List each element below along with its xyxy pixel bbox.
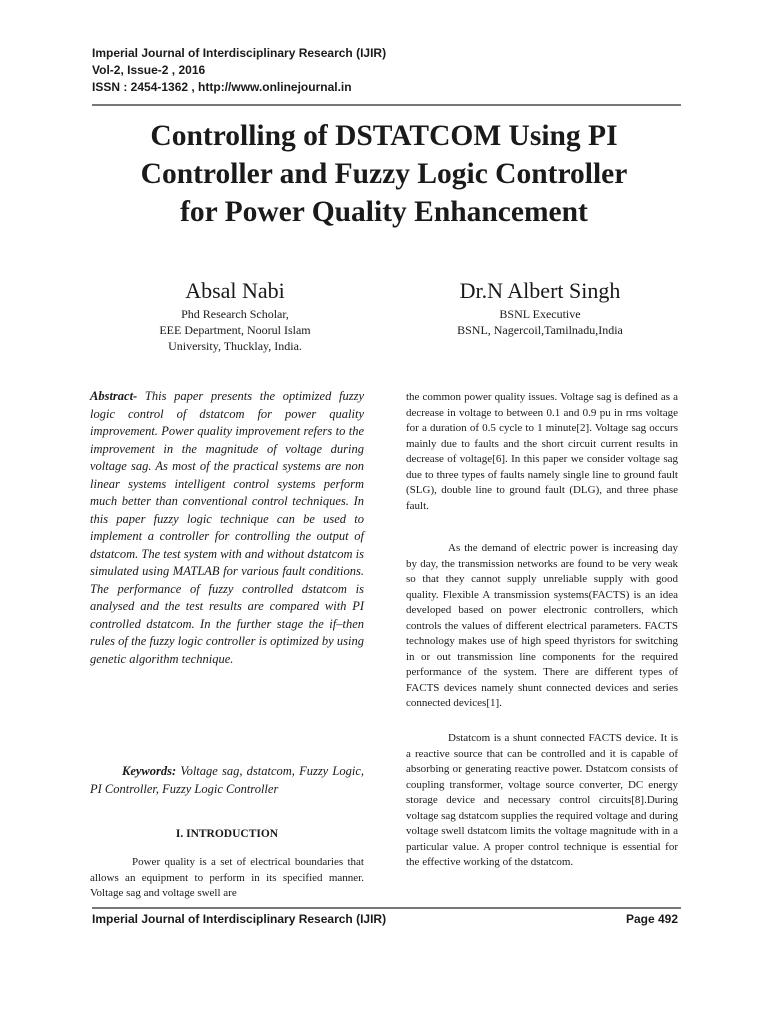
- affiliation-line: University, Thucklay, India.: [168, 339, 302, 353]
- author-name: Absal Nabi: [185, 278, 285, 303]
- title-line: for Power Quality Enhancement: [180, 196, 588, 228]
- affiliation-line: Phd Research Scholar,: [181, 307, 289, 321]
- abstract-label: Abstract-: [90, 389, 138, 403]
- right-paragraph-3: Dstatcom is a shunt connected FACTS device. It is a reactive source that can be controlled and it is capable of absorbing or generating reactive power. Dstatcom consists of coupling transformer, voltage source converter, DC energy storage device and necessary control circuits[8].During voltage sag dstatcom supplies the required voltage and during voltage swell dstatcom limits the voltage magnitude with in a particular value. A proper control technique is essential for the effective working of the dstatcom.: [406, 732, 678, 868]
- section-heading: I. INTRODUCTION: [175, 828, 279, 840]
- right-paragraph-1: the common power quality issues. Voltage sag is defined as a decrease in voltage to between 0.1 and 0.9 pu in rms voltage for a duration of 0.5 cycle to 1 minute[2]. Voltage sag occurs mainly due to faults and the short circuit current results in decrease of voltage[6]. In this paper we consider voltage sag due to three types of faults namely single line to ground fault (SLG), double line to ground fault (DLG), and three phase fault.: [406, 391, 678, 512]
- intro-paragraph: Power quality is a set of electrical boundaries that allows an equipment to perform in its specified manner. Voltage sag and voltage swell are: [90, 856, 364, 899]
- author-affiliation: [120, 306, 350, 354]
- keywords: [90, 763, 364, 798]
- paper-title: [80, 117, 688, 231]
- page-number: Page 492: [625, 912, 678, 926]
- affiliation-line: BSNL, Nagercoil,Tamilnadu,India: [457, 323, 623, 337]
- footer-journal: Imperial Journal of Interdisciplinary Research (IJIR): [92, 912, 387, 926]
- journal-volume: Vol-2, Issue-2 , 2016: [92, 63, 206, 77]
- affiliation-line: BSNL Executive: [499, 307, 581, 321]
- header-rule: [92, 104, 681, 106]
- title-line: Controlling of DSTATCOM Using PI: [150, 120, 618, 152]
- author-affiliation: [420, 306, 660, 338]
- author-2: [420, 276, 660, 338]
- author-name: Dr.N Albert Singh: [459, 278, 621, 303]
- keywords-label: Keywords:: [122, 764, 177, 778]
- author-1: [120, 276, 350, 354]
- keywords-text: Voltage sag, dstatcom, Fuzzy Logic, PI Controller, Fuzzy Logic Controller: [90, 764, 364, 796]
- affiliation-line: EEE Department, Noorul Islam: [159, 323, 311, 337]
- title-line: Controller and Fuzzy Logic Controller: [140, 158, 628, 190]
- journal-issn: ISSN : 2454-1362 , http://www.onlinejournal.in: [92, 80, 352, 94]
- abstract-text: This paper presents the optimized fuzzy logic control of dstatcom for power quality improvement. Power quality improvement refers to the improvement in the magnitude of voltage during voltage sag. As most of the practical systems are non linear systems intelligent control systems perform much better than conventional control techniques. In this paper fuzzy logic technique can be used to implement a controller for controlling the output of dstatcom. The test system with and without dstatcom is simulated using MATLAB for various fault conditions. The performance of fuzzy controlled dstatcom is analysed and the test results are compared with PI controlled dstatcom. In the further stage the if–then rules of the fuzzy logic controller is optimized by using genetic algorithm technique.: [90, 389, 364, 666]
- footer-rule: [92, 907, 681, 909]
- right-paragraph-2: As the demand of electric power is increasing day by day, the transmission networks are found to be very weak so that they cannot supply unreliable supply with good quality. Flexible A transmission systems(FACTS) is an idea developed based on power electronic controllers, which controls the values of different electrical parameters. FACTS technology makes use of high speed thyristors for switching in or out transmission line components for the required performance of the system. There are different types of FACTS devices namely shunt connected devices and series connected devices[1].: [406, 542, 678, 709]
- journal-name: Imperial Journal of Interdisciplinary Research (IJIR): [92, 46, 387, 60]
- abstract: [90, 388, 364, 668]
- journal-header: [92, 45, 386, 96]
